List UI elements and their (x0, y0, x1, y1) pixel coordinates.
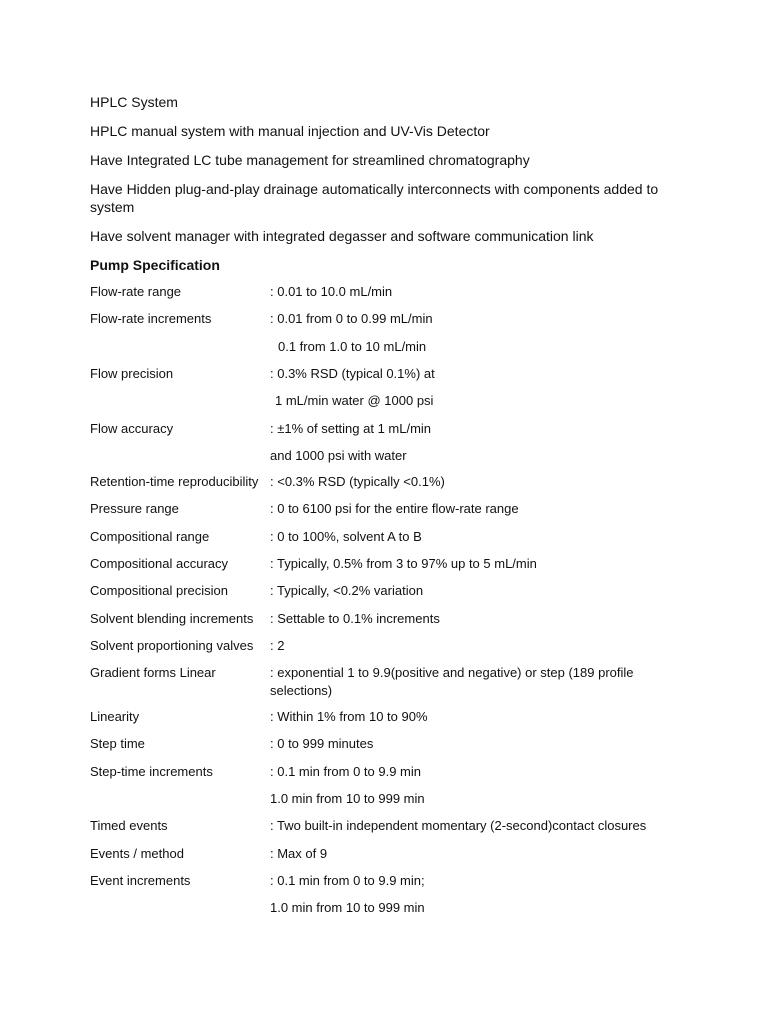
intro-line: HPLC manual system with manual injection and UV-Vis Detector (90, 123, 490, 139)
spec-value: : Two built-in independent momentary (2-second)contact closures (270, 818, 647, 833)
spec-value: and 1000 psi with water (270, 448, 407, 463)
spec-label: Flow-rate increments (90, 311, 212, 326)
spec-label: Gradient forms Linear (90, 665, 216, 680)
spec-row (0, 473, 768, 491)
intro-line: Have Hidden plug-and-play drainage automatically interconnects with components added to system (90, 181, 659, 215)
spec-value: : Typically, 0.5% from 3 to 97% up to 5 mL/min (270, 556, 537, 571)
spec-label: Compositional accuracy (90, 556, 229, 571)
spec-value: : 0.01 to 10.0 mL/min (270, 284, 393, 299)
spec-label: Flow precision (90, 366, 174, 381)
spec-row (0, 872, 768, 890)
spec-row (0, 735, 768, 753)
spec-row (0, 582, 768, 600)
spec-row (0, 790, 768, 808)
spec-label: Compositional precision (90, 583, 229, 598)
spec-value: : 0 to 6100 psi for the entire flow-rate range (270, 501, 519, 516)
spec-value: : 0 to 999 minutes (270, 736, 374, 751)
spec-row (0, 420, 768, 438)
spec-value: : Typically, <0.2% variation (270, 583, 424, 598)
spec-label: Step time (90, 736, 145, 751)
spec-row (0, 528, 768, 546)
spec-label: Compositional range (90, 529, 210, 544)
spec-row (0, 283, 768, 301)
spec-value: : 2 (270, 638, 285, 653)
spec-label: Events / method (90, 846, 184, 861)
doc-title: HPLC System (90, 94, 178, 110)
spec-value: 0.1 from 1.0 to 10 mL/min (278, 339, 427, 354)
spec-value: : 0.1 min from 0 to 9.9 min (270, 764, 422, 779)
spec-row (0, 392, 768, 410)
spec-label: Flow-rate range (90, 284, 182, 299)
spec-value: : 0.1 min from 0 to 9.9 min; (270, 873, 425, 888)
pump-spec-heading: Pump Specification (90, 257, 220, 273)
spec-value: : Settable to 0.1% increments (270, 611, 440, 626)
intro-line: Have Integrated LC tube management for streamlined chromatography (90, 152, 530, 168)
spec-row (0, 899, 768, 917)
spec-label: Timed events (90, 818, 168, 833)
spec-value: : 0.01 from 0 to 0.99 mL/min (270, 311, 433, 326)
spec-value: : Within 1% from 10 to 90% (270, 709, 428, 724)
spec-value: : Max of 9 (270, 846, 328, 861)
spec-value: 1.0 min from 10 to 999 min (270, 900, 425, 915)
spec-row (0, 500, 768, 518)
spec-label: Step-time increments (90, 764, 213, 779)
spec-row (0, 817, 768, 835)
spec-label: Flow accuracy (90, 421, 174, 436)
spec-label: Solvent blending increments (90, 611, 254, 626)
spec-row (0, 555, 768, 573)
spec-row (0, 338, 768, 356)
spec-row (0, 664, 768, 700)
spec-label: Linearity (90, 709, 140, 724)
spec-value: 1.0 min from 10 to 999 min (270, 791, 425, 806)
spec-row (0, 708, 768, 726)
spec-row (0, 447, 768, 465)
spec-label: Retention-time reproducibility (90, 474, 259, 489)
spec-value: : <0.3% RSD (typically <0.1%) (270, 474, 445, 489)
spec-label: Solvent proportioning valves (90, 638, 254, 653)
spec-label: Event increments (90, 873, 191, 888)
spec-row (0, 365, 768, 383)
spec-value: : exponential 1 to 9.9(positive and negative) or step (189 profile selections) (270, 665, 634, 698)
spec-value: : ±1% of setting at 1 mL/min (270, 421, 432, 436)
spec-row (0, 763, 768, 781)
spec-row (0, 637, 768, 655)
spec-row (0, 310, 768, 328)
spec-row (0, 610, 768, 628)
spec-value: : 0.3% RSD (typical 0.1%) at (270, 366, 435, 381)
spec-value: 1 mL/min water @ 1000 psi (275, 393, 434, 408)
intro-line: Have solvent manager with integrated degasser and software communication link (90, 228, 594, 244)
spec-label: Pressure range (90, 501, 179, 516)
spec-row (0, 845, 768, 863)
spec-value: : 0 to 100%, solvent A to B (270, 529, 422, 544)
